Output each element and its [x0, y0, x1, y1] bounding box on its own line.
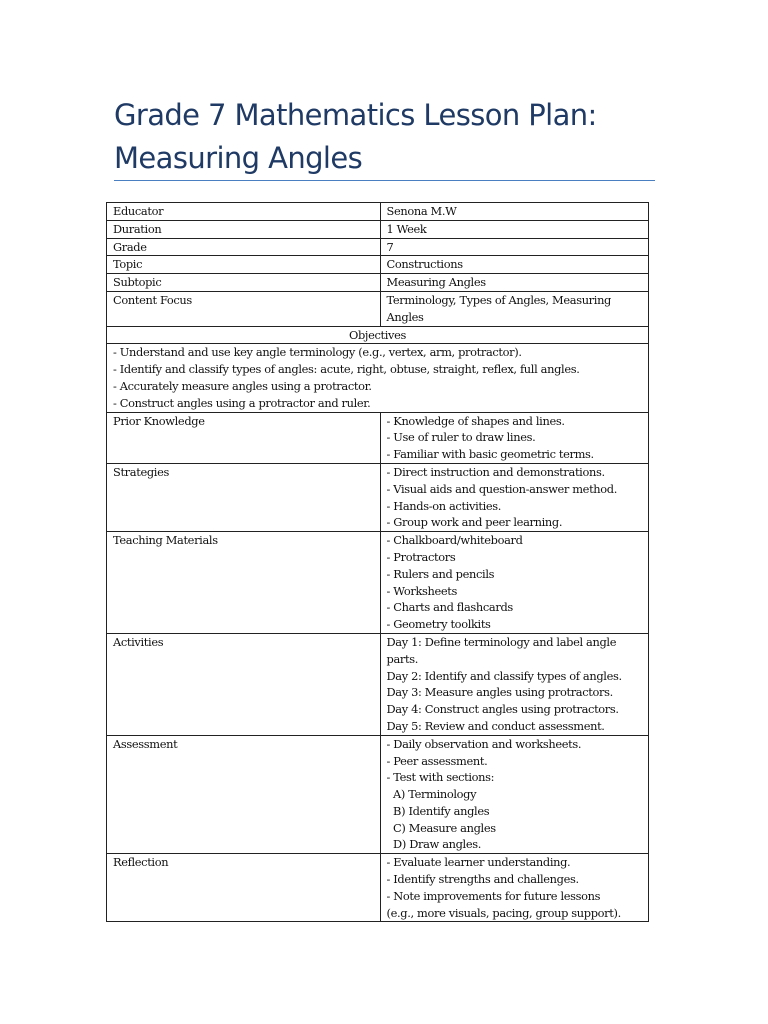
- grade-value: [380, 238, 648, 256]
- prior-knowledge-value-line: - Knowledge of shapes and lines.: [386, 413, 565, 428]
- table-row: [107, 291, 649, 326]
- assessment-value-line: - Test with sections:: [386, 770, 495, 785]
- strategies-value: [380, 463, 648, 531]
- objectives-list: [107, 344, 649, 412]
- content-focus-value-line: Angles: [386, 309, 424, 324]
- teaching-materials-value-line: - Charts and flashcards: [386, 600, 513, 615]
- prior-knowledge-value-line: - Use of ruler to draw lines.: [386, 430, 536, 445]
- subtopic-value-line: Measuring Angles: [386, 275, 486, 290]
- assessment-value-line: D) Draw angles.: [386, 837, 482, 852]
- educator-value-line: Senona M.W: [386, 204, 457, 218]
- grade-value-line: 7: [386, 239, 394, 254]
- content-focus-value: [380, 291, 648, 326]
- document-title-line-2: Measuring Angles: [114, 141, 363, 175]
- reflection-value: [380, 854, 648, 922]
- assessment-value-line: A) Terminology: [386, 787, 477, 802]
- strategies-value-line: - Direct instruction and demonstrations.: [386, 464, 605, 479]
- subtopic-value: [380, 274, 648, 292]
- objective-item: - Accurately measure angles using a protractor.: [113, 378, 372, 393]
- topic-label: Topic: [107, 256, 381, 274]
- content-focus-value-line: Terminology, Types of Angles, Measuring: [386, 292, 611, 307]
- assessment-value: [380, 735, 648, 854]
- educator-value: [380, 203, 648, 221]
- activities-label: Activities: [107, 633, 381, 735]
- strategies-label: Strategies: [107, 463, 381, 531]
- teaching-materials-value: [380, 532, 648, 634]
- teaching-materials-value-line: - Protractors: [386, 549, 456, 564]
- reflection-value-line: - Identify strengths and challenges.: [386, 872, 579, 887]
- table-row: [107, 633, 649, 735]
- activities-value-line: Day 3: Measure angles using protractors.: [386, 685, 613, 700]
- reflection-value-line: - Note improvements for future lessons: [386, 888, 601, 903]
- activities-value-line: parts.: [386, 651, 418, 666]
- table-row: [107, 256, 649, 274]
- duration-label: Duration: [107, 220, 381, 238]
- content-focus-label: Content Focus: [107, 291, 381, 326]
- assessment-value-line: - Daily observation and worksheets.: [386, 736, 582, 751]
- reflection-value-line: - Evaluate learner understanding.: [386, 855, 571, 870]
- educator-label: Educator: [107, 203, 381, 221]
- strategies-value-line: - Visual aids and question-answer method.: [386, 481, 618, 496]
- objectives-heading: Objectives: [107, 326, 649, 344]
- duration-value-line: 1 Week: [386, 221, 427, 236]
- reflection-value-line: (e.g., more visuals, pacing, group support).: [386, 905, 621, 920]
- table-row: [107, 735, 649, 854]
- document-title-line-1: Grade 7 Mathematics Lesson Plan:: [114, 98, 597, 132]
- prior-knowledge-value: [380, 412, 648, 463]
- assessment-value-line: - Peer assessment.: [386, 753, 488, 768]
- teaching-materials-value-line: - Rulers and pencils: [386, 566, 495, 581]
- topic-value: [380, 256, 648, 274]
- title-underline: [114, 180, 655, 181]
- reflection-label: Reflection: [107, 854, 381, 922]
- assessment-label: Assessment: [107, 735, 381, 854]
- table-row: [107, 203, 649, 221]
- prior-knowledge-label: Prior Knowledge: [107, 412, 381, 463]
- activities-value-line: Day 5: Review and conduct assessment.: [386, 718, 605, 733]
- table-row: [107, 532, 649, 634]
- objective-item: - Construct angles using a protractor and ruler.: [113, 395, 371, 410]
- activities-value: [380, 633, 648, 735]
- topic-value-line: Constructions: [386, 257, 463, 272]
- lesson-plan-table-body: [107, 203, 649, 922]
- strategies-value-line: - Group work and peer learning.: [386, 515, 563, 530]
- subtopic-label: Subtopic: [107, 274, 381, 292]
- document-title: [114, 94, 654, 180]
- strategies-value-line: - Hands-on activities.: [386, 498, 502, 513]
- table-row: [107, 854, 649, 922]
- table-row: [107, 238, 649, 256]
- activities-value-line: Day 4: Construct angles using protractors.: [386, 702, 619, 717]
- teaching-materials-value-line: - Worksheets: [386, 583, 458, 598]
- objectives-list-row: [107, 344, 649, 412]
- grade-label: Grade: [107, 238, 381, 256]
- table-row: [107, 220, 649, 238]
- table-row: [107, 412, 649, 463]
- prior-knowledge-value-line: - Familiar with basic geometric terms.: [386, 447, 594, 462]
- activities-value-line: Day 2: Identify and classify types of angles.: [386, 668, 622, 683]
- activities-value-line: Day 1: Define terminology and label angle: [386, 634, 617, 649]
- teaching-materials-value-line: - Geometry toolkits: [386, 617, 491, 632]
- objective-item: - Identify and classify types of angles: acute, right, obtuse, straight, reflex, full angles.: [113, 362, 580, 377]
- teaching-materials-value-line: - Chalkboard/whiteboard: [386, 533, 523, 548]
- assessment-value-line: C) Measure angles: [386, 820, 496, 835]
- objectives-heading-row: [107, 326, 649, 344]
- table-row: [107, 463, 649, 531]
- duration-value: [380, 220, 648, 238]
- teaching-materials-label: Teaching Materials: [107, 532, 381, 634]
- assessment-value-line: B) Identify angles: [386, 803, 490, 818]
- table-row: [107, 274, 649, 292]
- lesson-plan-table: [106, 202, 649, 922]
- objective-item: - Understand and use key angle terminology (e.g., vertex, arm, protractor).: [113, 345, 522, 360]
